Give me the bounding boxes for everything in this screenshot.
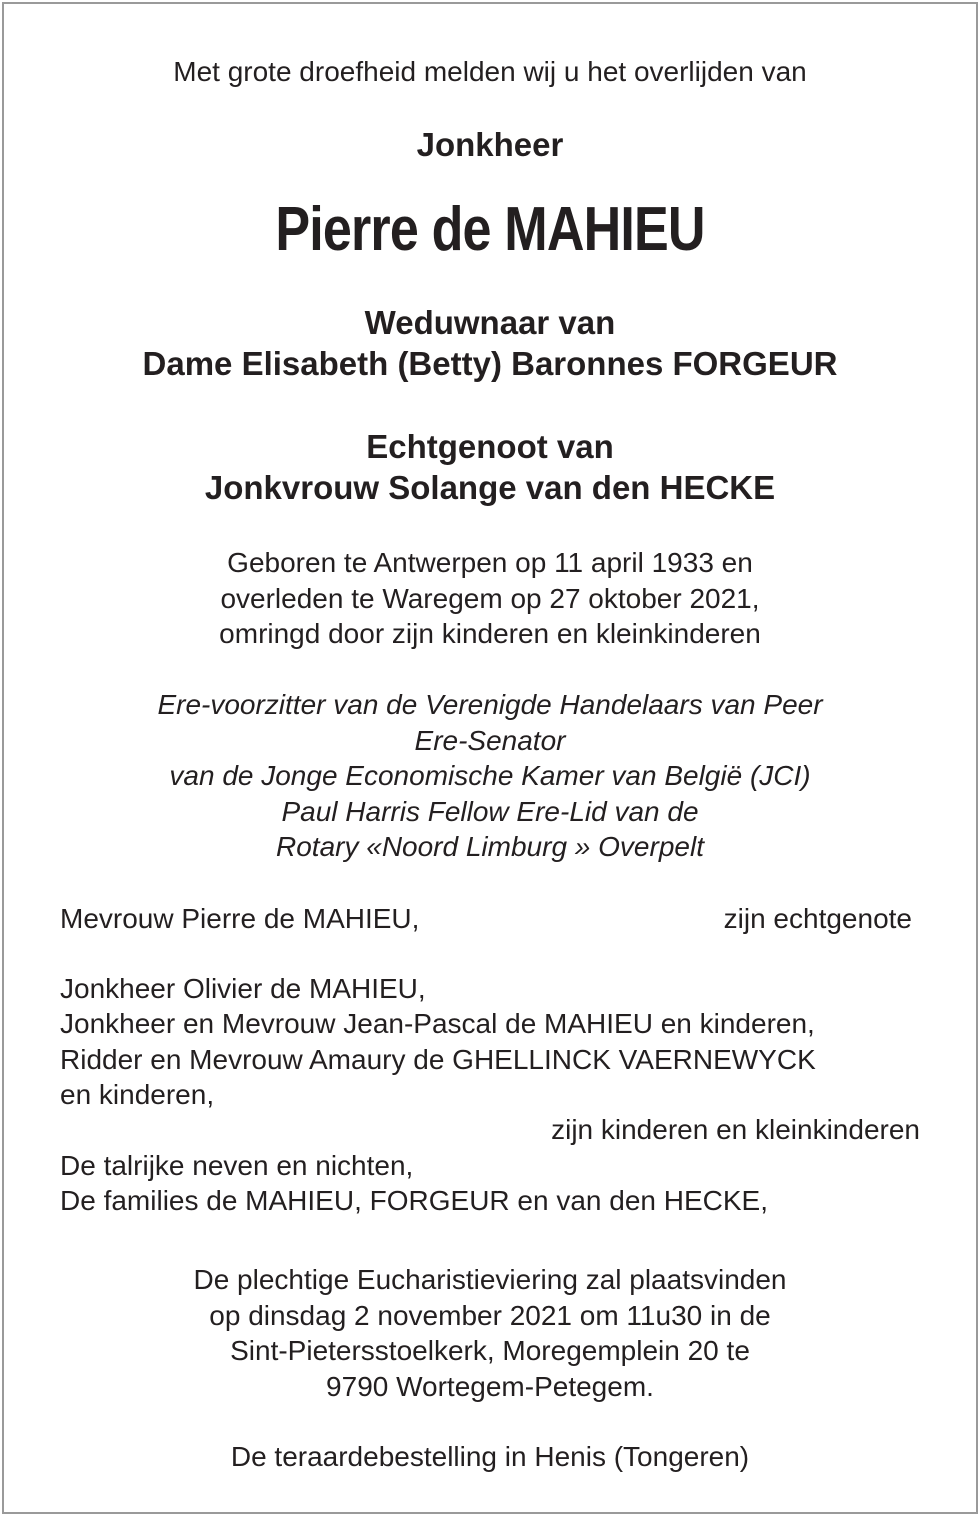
honors-list	[0, 687, 980, 865]
burial-text: De teraardebestelling in Henis (Tongeren)	[230, 1441, 750, 1472]
ceremony-line: De plechtige Eucharistieviering zal plaatsvinden	[193, 1264, 787, 1295]
mourner-spouse-name: Mevrouw Pierre de MAHIEU,	[60, 903, 420, 934]
children-role: zijn kinderen en kleinkinderen	[551, 1114, 920, 1145]
mourner-child-line: en kinderen,	[60, 1079, 215, 1110]
mourner-child-line: Ridder en Mevrouw Amaury de GHELLINCK VAERNEWYCK	[60, 1044, 816, 1075]
deceased-title: Jonkheer	[416, 126, 564, 163]
spouse-heading: Echtgenoot van	[366, 428, 614, 465]
ceremony-line: Sint-Pietersstoelkerk, Moregemplein 20 te	[230, 1335, 750, 1366]
late-wife-name: Dame Elisabeth (Betty) Baronnes FORGEUR	[142, 345, 838, 382]
birth-death-details	[0, 545, 980, 652]
spouse-block	[0, 426, 980, 508]
honor-line: Paul Harris Fellow Ere-Lid van de	[281, 795, 699, 827]
deceased-name: Pierre de MAHIEU	[275, 195, 705, 264]
mourner-child-line: Jonkheer en Mevrouw Jean-Pascal de MAHIEU en kinderen,	[60, 1008, 815, 1039]
mourner-spouse-role: zijn echtgenote	[723, 903, 912, 934]
relatives-line: De talrijke neven en nichten,	[60, 1150, 414, 1181]
honor-line: Rotary «Noord Limburg » Overpelt	[276, 831, 704, 862]
honor-line: van de Jonge Economische Kamer van België (JCI)	[169, 760, 811, 791]
ceremony-details	[0, 1262, 980, 1404]
relatives-line: De families de MAHIEU, FORGEUR en van den HECKE,	[60, 1185, 769, 1216]
ceremony-line: op dinsdag 2 november 2021 om 11u30 in de	[209, 1299, 771, 1331]
death-line: overleden te Waregem op 27 oktober 2021,	[220, 582, 760, 614]
honor-line: Ere-voorzitter van de Verenigde Handelaars van Peer	[157, 689, 823, 720]
honor-line: Ere-Senator	[414, 724, 566, 756]
spouse-name: Jonkvrouw Solange van den HECKE	[204, 469, 776, 506]
mourner-child-line: Jonkheer Olivier de MAHIEU,	[60, 973, 426, 1004]
birth-line: Geboren te Antwerpen op 11 april 1933 en	[227, 547, 753, 578]
widower-block	[0, 302, 980, 384]
widower-heading: Weduwnaar van	[364, 304, 616, 341]
ceremony-line: 9790 Wortegem-Petegem.	[326, 1370, 654, 1402]
intro-text: Met grote droefheid melden wij u het overlijden van	[173, 56, 807, 87]
surrounded-line: omringd door zijn kinderen en kleinkinderen	[219, 618, 761, 649]
